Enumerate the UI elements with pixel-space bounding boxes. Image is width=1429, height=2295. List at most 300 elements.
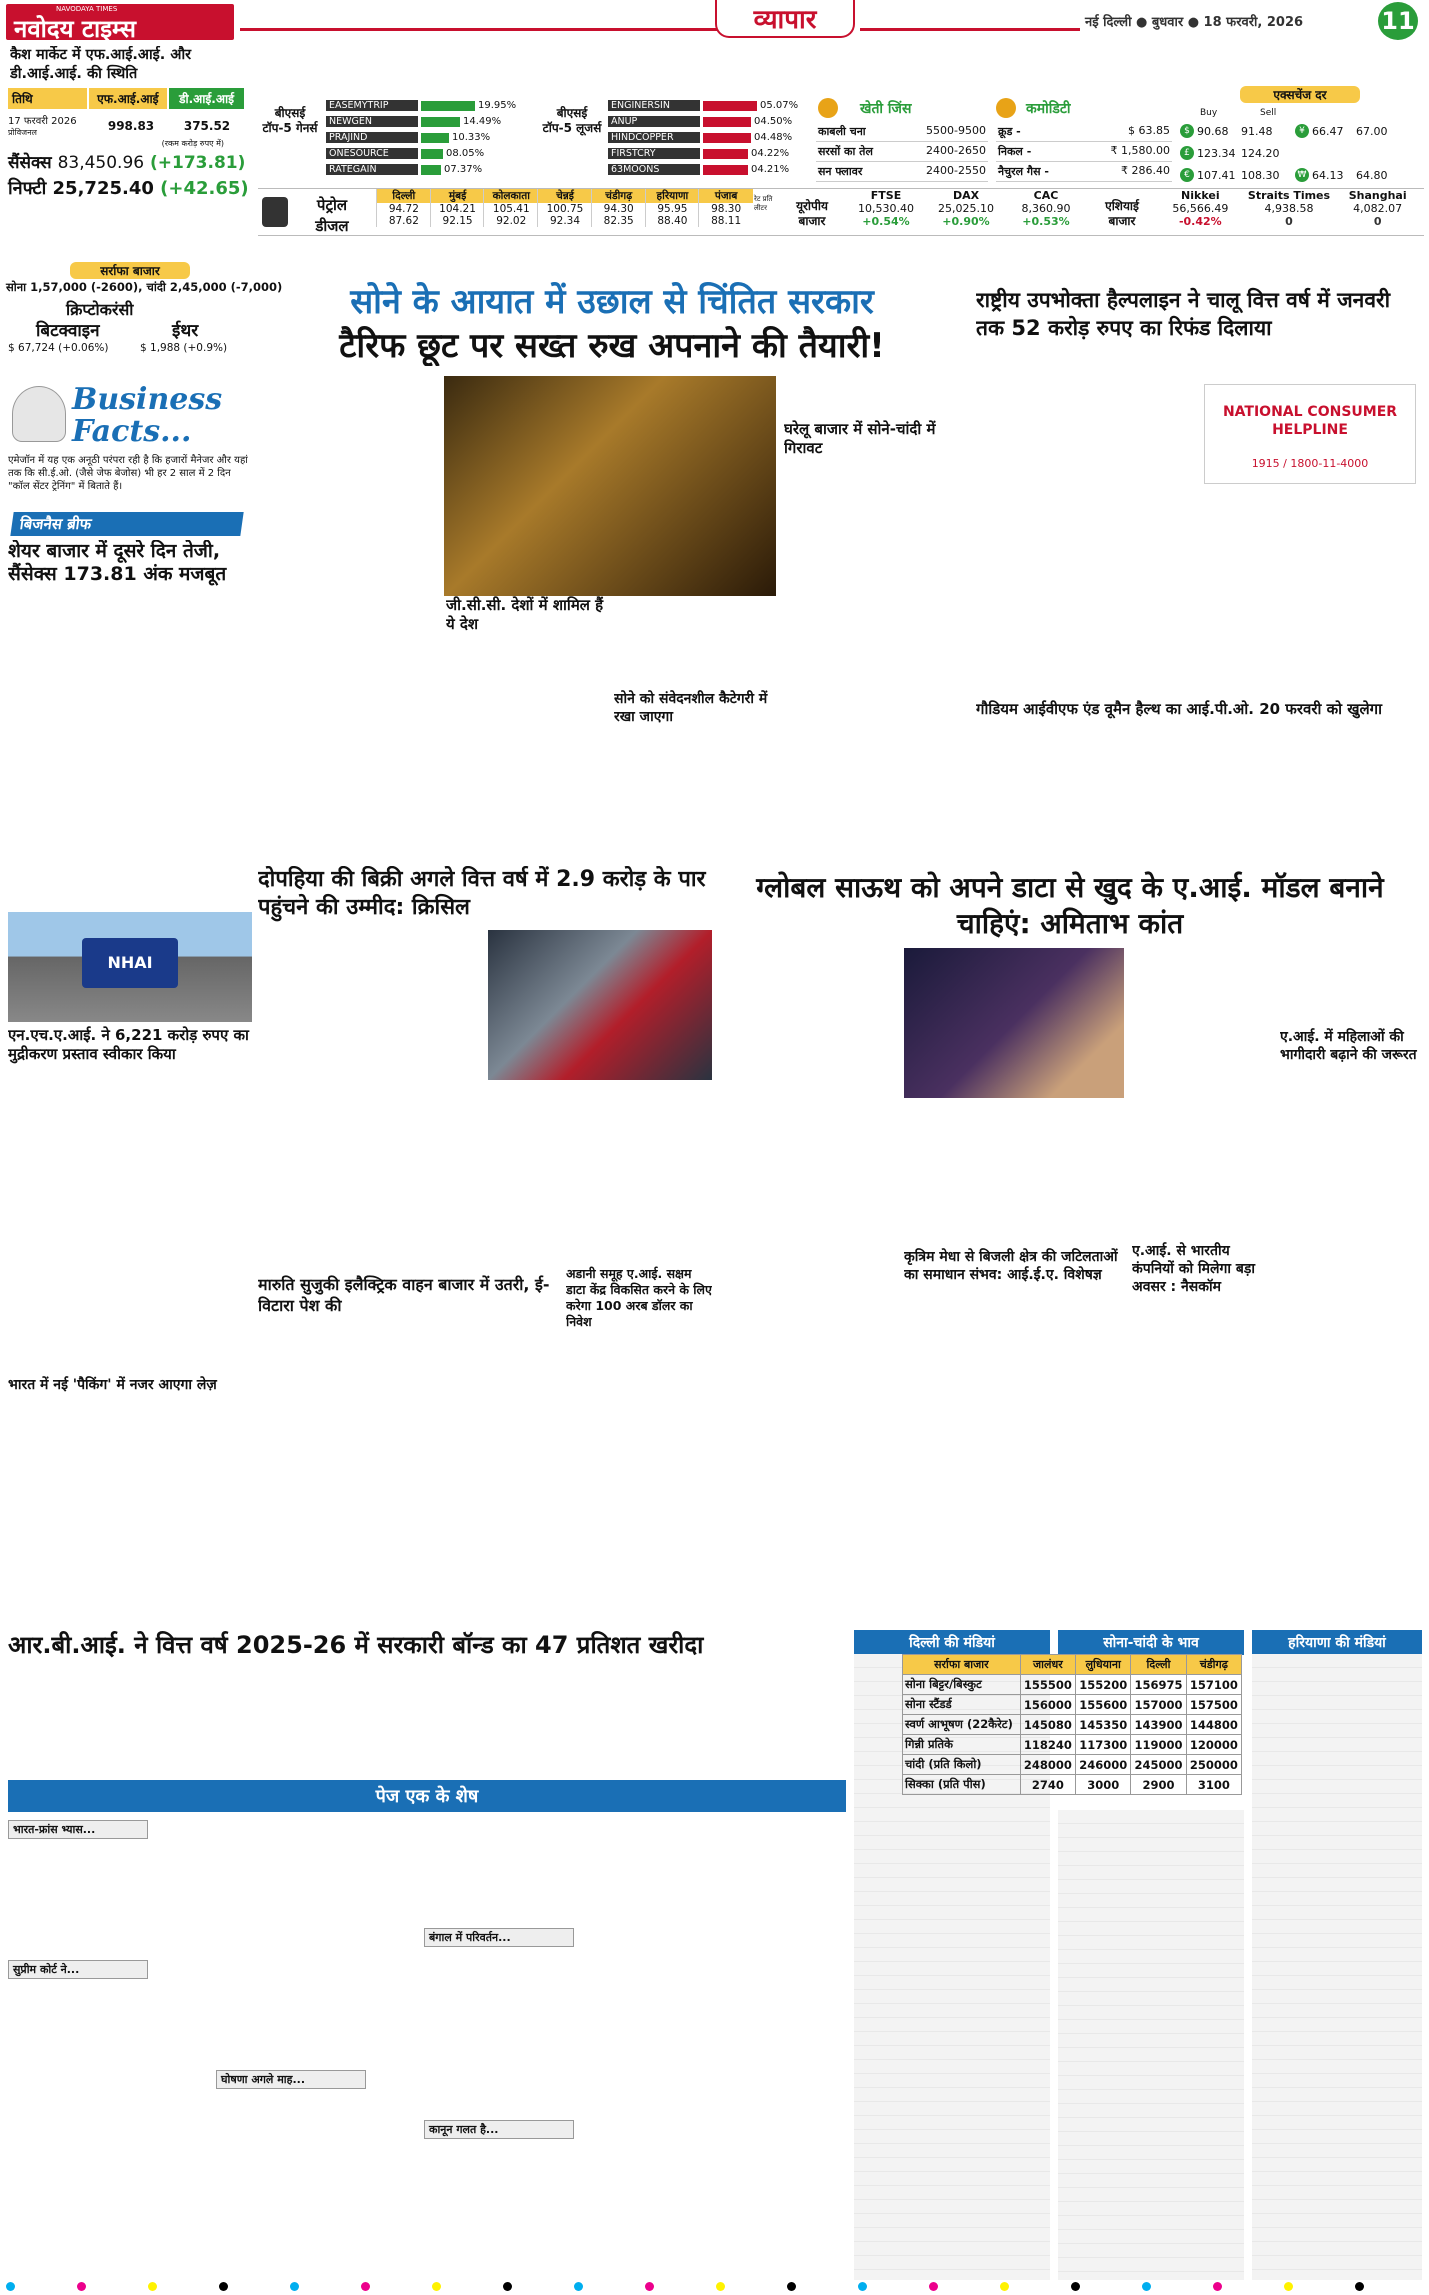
- lead-body-col1: [258, 376, 436, 854]
- forex-box: [1180, 86, 1424, 194]
- forex-sell: 64.80: [1356, 168, 1388, 182]
- dateline: नई दिल्ली ● बुधवार ● 18 फरवरी, 2026: [1085, 15, 1304, 30]
- market-story-body: [8, 590, 252, 900]
- nhai-badge: NHAI: [82, 938, 178, 988]
- bullion-price: 117300: [1076, 1735, 1131, 1755]
- forex-buy: 107.41: [1197, 168, 1236, 182]
- rbi-body: [8, 1664, 846, 1776]
- page-one-sub3: घोषणा अगले माह...: [216, 2070, 366, 2089]
- bullion-header-row: [903, 1655, 1242, 1675]
- losers-bar: [703, 101, 757, 111]
- bullion-price: 2740: [1020, 1775, 1075, 1795]
- bullion-price: 3100: [1186, 1775, 1241, 1795]
- fii-value: 998.83: [107, 118, 155, 133]
- petrol-label: पेट्रोल: [316, 196, 348, 214]
- index-change: +0.54%: [862, 215, 910, 228]
- index-col: [1245, 189, 1334, 228]
- bullion-price: 157500: [1186, 1695, 1241, 1715]
- registration-dot: [6, 2282, 15, 2291]
- gainers-bar: [421, 101, 475, 111]
- sarafa-text: सोना 1,57,000 (-2600), चांदी 2,45,000 (-7,000): [6, 280, 283, 294]
- kant-body-col1: [720, 946, 896, 1466]
- fuel-city: दिल्ली: [377, 189, 431, 203]
- gainers-row: [326, 114, 526, 129]
- index-value: 4,082.07: [1353, 202, 1403, 215]
- rbi-headline: आर.बी.आई. ने वित्त वर्ष 2025-26 में सरकारी बॉन्ड का 47 प्रतिशत खरीदा: [8, 1631, 704, 1659]
- fuel-col: [430, 189, 485, 227]
- gainers-pct: 14.49%: [463, 116, 502, 127]
- forex-buy: 90.68: [1197, 124, 1229, 138]
- bullion-row: [903, 1735, 1242, 1755]
- business-facts-title: Business Facts...: [72, 382, 223, 449]
- bullion-price: 156975: [1131, 1675, 1186, 1695]
- kheti-row: [816, 122, 988, 142]
- currency-icon: £: [1180, 146, 1194, 160]
- btc-name: बिटक्वाइन: [36, 321, 100, 341]
- kant-subhead-women: ए.आई. में महिलाओं की भागीदारी बढ़ाने की जरूरत: [1280, 1029, 1417, 1063]
- kheti-title: खेती जिंस: [860, 101, 912, 117]
- kheti-value: 5500-9500: [926, 124, 986, 137]
- page-one-rest-label: पेज एक के शेष: [8, 1780, 846, 1812]
- gainers-name: NEWGEN: [326, 116, 418, 127]
- losers-pct: 04.21%: [751, 164, 790, 175]
- forex-buy: 64.13: [1312, 168, 1344, 182]
- index-change: 0: [1285, 215, 1293, 228]
- header-date: तिथि: [8, 88, 87, 109]
- gainers-row: [326, 146, 526, 161]
- index-col: [846, 189, 926, 228]
- kant-body-col4: [1132, 948, 1272, 1238]
- index-change: +0.90%: [942, 215, 990, 228]
- gainers-name: ONESOURCE: [326, 148, 418, 159]
- mcx-row: [996, 162, 1172, 182]
- gainers-pct: 19.95%: [478, 100, 517, 111]
- losers-bar: [703, 149, 748, 159]
- currency-icon: ₩: [1295, 168, 1309, 182]
- fuel-city: पंजाब: [699, 189, 753, 203]
- index-name: DAX: [952, 189, 980, 202]
- registration-dot: [432, 2282, 441, 2291]
- bullion-price: 118240: [1020, 1735, 1075, 1755]
- nhai-logo: [8, 912, 252, 1022]
- nifty-label: निफ्टी: [8, 178, 47, 199]
- bullion-table-grid: [902, 1654, 1242, 1795]
- fuel-diesel: 92.15: [442, 215, 473, 227]
- bulb-head-icon: [12, 386, 66, 442]
- fuel-diesel: 92.34: [549, 215, 581, 227]
- gainers-bar: [421, 149, 443, 159]
- sensex-change: (+173.81): [150, 153, 246, 173]
- page-one-col4: [632, 1820, 846, 2280]
- losers-name: FIRSTCRY: [608, 148, 700, 159]
- top-gainers: [258, 98, 528, 178]
- index-col: [1006, 189, 1086, 228]
- losers-row: [608, 146, 808, 161]
- registration-dot: [148, 2282, 157, 2291]
- fuel-strip: [258, 188, 1424, 236]
- kant-subhead-electricity: कृत्रिम मेधा से बिजली क्षेत्र की जटिलताओं का समाधान संभव: आई.ई.ए. विशेषज्ञ: [904, 1249, 1118, 1283]
- bullion-price: 156000: [1020, 1695, 1075, 1715]
- bullion-price: 3000: [1076, 1775, 1131, 1795]
- registration-dot: [1000, 2282, 1009, 2291]
- currency-icon: ¥: [1295, 124, 1309, 138]
- gainers-pct: 07.37%: [444, 164, 483, 175]
- bullion-price: 246000: [1076, 1755, 1131, 1775]
- losers-bar: [703, 165, 748, 175]
- kheti-name: सरसों का तेल: [818, 145, 873, 158]
- mcx-row: [996, 142, 1172, 162]
- fuel-diesel: 92.02: [496, 215, 527, 227]
- fuel-city: चेन्नई: [538, 189, 592, 203]
- cash-date-note: प्रोविजनल: [8, 128, 37, 137]
- brand-sub: NAVODAYA TIMES: [56, 5, 118, 13]
- masthead: [0, 0, 1429, 44]
- fuel-city: हरियाणा: [646, 189, 700, 203]
- mcx-value: $ 63.85: [1128, 124, 1170, 137]
- index-value: 25,025.10: [938, 202, 994, 215]
- losers-bar: [703, 117, 751, 127]
- sarafa-box: [6, 262, 283, 378]
- consumer-helpline-logo: [1204, 384, 1416, 484]
- lead-kicker: सोने के आयात में उछाल से चिंतित सरकार: [350, 282, 874, 322]
- gainers-row: [326, 98, 526, 113]
- market-story-headline: शेयर बाजार में दूसरे दिन तेजी, सैंसेक्स 173.81 अंक मजबूत: [8, 540, 227, 585]
- registration-dot: [1213, 2282, 1222, 2291]
- forex-sell: 91.48: [1241, 124, 1273, 138]
- eth-name: ईथर: [172, 321, 199, 341]
- bullion-price: 145080: [1020, 1715, 1075, 1735]
- bullion-item: सोना बिट्टर/बिस्कुट: [903, 1675, 1021, 1695]
- index-value: 4,938.58: [1264, 202, 1314, 215]
- index-name: Nikkei: [1181, 189, 1220, 202]
- bullion-row: [903, 1755, 1242, 1775]
- registration-dot: [929, 2282, 938, 2291]
- index-col: [926, 189, 1006, 228]
- gainers-row: [326, 130, 526, 145]
- kheti-value: 2400-2550: [926, 164, 986, 177]
- bullion-price: 157100: [1186, 1675, 1241, 1695]
- gainers-list: [326, 98, 526, 178]
- mcx-value: ₹ 1,580.00: [1110, 144, 1170, 157]
- sensex-value: 83,450.96: [57, 153, 145, 173]
- kheti-name: काबली चना: [818, 125, 866, 138]
- losers-name: ENGINERSIN: [608, 100, 700, 111]
- gainers-pct: 10.33%: [452, 132, 491, 143]
- helpline-logo-text: NATIONAL CONSUMER HELPLINE: [1222, 404, 1398, 438]
- fuel-col: [698, 189, 753, 227]
- bullion-item: गिन्नी प्रतिके: [903, 1735, 1021, 1755]
- gainers-name: RATEGAIN: [326, 164, 418, 175]
- page-number-badge: 11: [1378, 2, 1418, 40]
- gcc-caption: जी.सी.सी. देशों में शामिल हैं ये देश: [446, 596, 604, 633]
- losers-title: बीएसई टॉप-5 लूजर्स: [542, 106, 602, 135]
- fuel-col: [645, 189, 700, 227]
- bullion-item: सोना स्टैंडर्ड: [903, 1695, 1021, 1715]
- forex-buy-label: Buy: [1200, 108, 1218, 118]
- brief-label: बिजनैस ब्रीफ: [10, 512, 243, 536]
- kant-body-col6: [1280, 948, 1420, 1028]
- index-change: +0.53%: [1022, 215, 1070, 228]
- fuel-col: [537, 189, 592, 227]
- registration-dot: [1284, 2282, 1293, 2291]
- kheti-name: सन फ्लावर: [818, 165, 863, 178]
- forex-sell: 124.20: [1241, 146, 1280, 160]
- forex-buy: 123.34: [1197, 146, 1236, 160]
- fuel-petrol: 98.30: [711, 203, 742, 215]
- bullion-price: 155500: [1020, 1675, 1075, 1695]
- fuel-petrol: 104.21: [439, 203, 476, 215]
- commodity-box: [816, 96, 1174, 186]
- kheti-row: [816, 142, 988, 162]
- losers-name: ANUP: [608, 116, 700, 127]
- fuel-petrol: 105.41: [492, 203, 530, 215]
- forex-row: [1180, 142, 1424, 164]
- kheti-row: [816, 162, 988, 182]
- scooter-photo: [488, 930, 712, 1080]
- top-losers: [540, 98, 810, 178]
- section-title: व्यापार: [715, 0, 855, 38]
- gainers-name: EASEMYTRIP: [326, 100, 418, 111]
- fuel-petrol: 94.30: [603, 203, 634, 215]
- bullion-row: [903, 1775, 1242, 1795]
- page-one-sub5: कानून गलत है...: [424, 2120, 574, 2139]
- fuel-petrol: 95.95: [657, 203, 688, 215]
- fuel-city: कोलकाता: [484, 189, 538, 203]
- gaudium-headline: गौडियम आईवीएफ एंड वूमैन हैल्थ का आई.पी.ओ. 20 फरवरी को खुलेगा: [976, 700, 1382, 718]
- bullion-price: 143900: [1131, 1715, 1186, 1735]
- kant-body-col2: [904, 1104, 1124, 1244]
- mcx-name: निकल -: [998, 145, 1032, 158]
- btc-value: $ 67,724 (+0.06%): [8, 342, 109, 354]
- gainers-bar: [421, 117, 460, 127]
- gainers-pct: 08.05%: [446, 148, 485, 159]
- two-wheeler-headline: दोपहिया की बिक्री अगले वित्त वर्ष में 2.9 करोड़ के पार पहुंचने की उम्मीद: क्रिसिल: [258, 867, 706, 920]
- fuel-grid: [376, 189, 752, 237]
- fuel-col: [591, 189, 646, 227]
- registration-dot: [361, 2282, 370, 2291]
- helpline-body-col2: [1204, 490, 1420, 696]
- forex-buy: 66.47: [1312, 124, 1344, 138]
- helpline-body: [976, 376, 1198, 696]
- forex-sell-label: Sell: [1260, 108, 1277, 118]
- bullion-price: 157000: [1131, 1695, 1186, 1715]
- mcx-name: क्रूड -: [998, 125, 1021, 138]
- losers-name: HINDCOPPER: [608, 132, 700, 143]
- bullion-price: 250000: [1186, 1755, 1241, 1775]
- mcx-name: नैचुरल गैस -: [998, 165, 1049, 178]
- brand-name: नवोदय टाइम्स: [14, 15, 137, 43]
- fuel-city: मुंबई: [431, 189, 485, 203]
- mcx-title: कमोडिटी: [1026, 101, 1071, 117]
- kant-body-col3: [904, 1306, 1124, 1626]
- bullion-col-header: दिल्ली: [1131, 1655, 1186, 1675]
- bullion-item: सिक्का (प्रति पीस): [903, 1775, 1021, 1795]
- forex-sell: 67.00: [1356, 124, 1388, 138]
- adani-body: [566, 1338, 712, 1622]
- losers-row: [608, 98, 808, 113]
- lead-body-col4: [784, 462, 966, 854]
- losers-bar: [703, 133, 751, 143]
- gainers-bar: [421, 133, 449, 143]
- losers-list: [608, 98, 808, 178]
- bullion-price: 119000: [1131, 1735, 1186, 1755]
- haryana-mandi-title: हरियाणा की मंडियां: [1252, 1630, 1422, 1655]
- fuel-pump-icon: [262, 197, 288, 227]
- losers-pct: 05.07%: [760, 100, 799, 111]
- forex-list: [1180, 120, 1424, 186]
- amitabh-kant-headline: ग्लोबल साऊथ को अपने डाटा से खुद के ए.आई. मॉडल बनाने चाहिएं: अमिताभ कांत: [756, 871, 1384, 940]
- fuel-petrol: 94.72: [388, 203, 419, 215]
- index-value: 8,360.90: [1021, 202, 1071, 215]
- delhi-mandi-title: दिल्ली की मंडियां: [854, 1630, 1050, 1655]
- bullion-col-header: चंडीगढ़: [1186, 1655, 1241, 1675]
- maruti-headline: मारुति सुजुकी इलैक्ट्रिक वाहन बाजार में उतरी, ई-विटारा पेश की: [258, 1275, 550, 1315]
- bullion-row: [903, 1675, 1242, 1695]
- mandi-rates-list: [1058, 1810, 1244, 2280]
- bullion-price: 120000: [1186, 1735, 1241, 1755]
- lead-side-headline: घरेलू बाजार में सोने-चांदी में गिरावट: [784, 420, 936, 457]
- jewellery-photo: [444, 376, 776, 596]
- crypto-title: क्रिप्टोकरंसी: [66, 300, 134, 319]
- forex-sell: 108.30: [1241, 168, 1280, 182]
- cash-market-box: [6, 46, 250, 256]
- mcx-row: [996, 122, 1172, 142]
- kant-body-col7: [1280, 1068, 1420, 1626]
- adani-headline: अडानी समूह ए.आई. सक्षम डाटा केंद्र विकसित करने के लिए करेगा 100 अरब डॉलर का निवेश: [566, 1266, 712, 1329]
- fuel-diesel: 87.62: [388, 215, 419, 227]
- eth-value: $ 1,988 (+0.9%): [140, 342, 228, 354]
- nifty-change: (+42.65): [160, 178, 249, 199]
- nhai-headline: एन.एच.ए.आई. ने 6,221 करोड़ रुपए का मुद्रीकरण प्रस्ताव स्वीकार किया: [8, 1026, 249, 1063]
- lead-body-col2: [444, 640, 604, 854]
- brand-logo: [6, 4, 234, 43]
- index-name: CAC: [1033, 189, 1059, 202]
- header-rule: [240, 28, 720, 31]
- cash-market-title: कैश मार्केट में एफ.आई.आई. और डी.आई.आई. की स्थिति: [10, 47, 192, 82]
- kheti-icon: [818, 98, 838, 118]
- losers-row: [608, 114, 808, 129]
- kheti-value: 2400-2650: [926, 144, 986, 157]
- index-change: -0.42%: [1178, 215, 1222, 228]
- kant-body-col5: [1132, 1318, 1272, 1626]
- page-one-col1: [8, 1840, 208, 2280]
- fuel-col: [376, 189, 431, 227]
- bullion-col-header: लुधियाना: [1076, 1655, 1131, 1675]
- sarafa-title: सर्राफा बाजार: [70, 262, 190, 279]
- nhai-body: [8, 1072, 252, 1368]
- registration-dot: [1355, 2282, 1364, 2291]
- index-value: 56,566.49: [1172, 202, 1229, 215]
- index-name: FTSE: [870, 189, 902, 202]
- page-one-col2: [216, 1820, 416, 2280]
- cash-date: 17 फरवरी 2026: [8, 116, 77, 127]
- fuel-diesel: 82.35: [603, 215, 634, 227]
- mcx-icon: [996, 98, 1016, 118]
- losers-name: 63MOONS: [608, 164, 700, 175]
- bullion-price: 155200: [1076, 1675, 1131, 1695]
- gainers-name: PRAJIND: [326, 132, 418, 143]
- registration-dot: [503, 2282, 512, 2291]
- bullion-price: 248000: [1020, 1755, 1075, 1775]
- helpline-phone: 1915 / 1800-11-4000: [1251, 457, 1369, 470]
- page-one-sub4: बंगाल में परिवर्तन...: [424, 1928, 574, 1947]
- currency-icon: $: [1180, 124, 1194, 138]
- registration-dot: [1071, 2282, 1080, 2291]
- mcx-list: [996, 122, 1172, 182]
- dii-value: 375.52: [183, 118, 231, 133]
- registration-dot: [645, 2282, 654, 2291]
- currency-icon: €: [1180, 168, 1194, 182]
- lead-headline: टैरिफ छूट पर सख्त रुख अपनाने की तैयारी!: [339, 326, 885, 366]
- nifty-value: 25,725.40: [52, 178, 154, 199]
- bullion-col-header: जालंधर: [1020, 1655, 1075, 1675]
- packaging-headline: भारत में नई 'पैकिंग' में नजर आएगा लेज़: [8, 1377, 217, 1393]
- two-wheeler-body-col1: [258, 930, 480, 1260]
- registration-dot: [219, 2282, 228, 2291]
- losers-pct: 04.22%: [751, 148, 790, 159]
- forex-title: एक्सचेंज दर: [1240, 86, 1360, 103]
- bullion-price: 145350: [1076, 1715, 1131, 1735]
- nifty-line: [8, 176, 248, 200]
- index-change: 0: [1373, 215, 1382, 228]
- business-facts-box: [6, 378, 250, 506]
- losers-row: [608, 130, 808, 145]
- maruti-body: [258, 1320, 558, 1622]
- sensitive-category-headline: सोने को संवेदनशील कैटेगरी में रखा जाएगा: [614, 691, 768, 725]
- page-one-col3: [424, 1820, 624, 2280]
- registration-dot: [574, 2282, 583, 2291]
- fuel-note: रेट प्रति लीटर: [754, 195, 773, 212]
- sensex-label: सैंसेक्स: [8, 153, 52, 173]
- index-value: 10,530.40: [858, 202, 914, 215]
- registration-dot: [716, 2282, 725, 2291]
- helpline-headline: राष्ट्रीय उपभोक्ता हैल्पलाइन ने चालू वित्त वर्ष में जनवरी तक 52 करोड़ रुपए का रिफंड दिलाया: [976, 288, 1391, 340]
- index-name: Shanghai: [1348, 189, 1407, 202]
- gainers-title: बीएसई टॉप-5 गेनर्स: [262, 106, 318, 135]
- registration-dot: [77, 2282, 86, 2291]
- business-facts-text: एमेजॉन में यह एक अनूठी परंपरा रही है कि हजारों मैनेजर और यहां तक कि सी.ई.ओ. (जैसे जेफ बेजोस) भी हर 2 साल में 2 दिन "कॉल सेंटर ट्रेनिंग" में बिताते हैं।: [8, 455, 248, 492]
- fuel-col: [483, 189, 538, 227]
- asia-label: एशियाई बाजार: [1105, 199, 1139, 228]
- bullion-title: सोना-चांदी के भाव: [1058, 1630, 1244, 1655]
- fuel-diesel: 88.40: [657, 215, 688, 227]
- mcx-value: ₹ 286.40: [1121, 164, 1170, 177]
- fuel-diesel: 88.11: [711, 215, 742, 227]
- europe-label: यूरोपीय बाजार: [796, 199, 828, 228]
- losers-row: [608, 162, 808, 177]
- forex-row: [1180, 120, 1424, 142]
- lead-body-col3: [612, 600, 776, 854]
- cash-market-table: [8, 88, 244, 149]
- bullion-item: स्वर्ण आभूषण (22कैरेट): [903, 1715, 1021, 1735]
- print-registration-marks: [0, 2282, 1429, 2292]
- forex-row: [1180, 164, 1424, 186]
- diesel-label: डीजल: [315, 217, 349, 235]
- losers-pct: 04.50%: [754, 116, 793, 127]
- bullion-price: 2900: [1131, 1775, 1186, 1795]
- bullion-col-header: सर्राफा बाजार: [903, 1655, 1021, 1675]
- fuel-city: चंडीगढ़: [592, 189, 646, 203]
- gainers-row: [326, 162, 526, 177]
- bullion-row: [903, 1715, 1242, 1735]
- kant-subhead-nasscom: ए.आई. से भारतीय कंपनियों को मिलेगा बड़ा अवसर : नैसकॉम: [1132, 1243, 1255, 1295]
- kant-photo: [904, 948, 1124, 1098]
- losers-pct: 04.48%: [754, 132, 793, 143]
- registration-dot: [1142, 2282, 1151, 2291]
- registration-dot: [290, 2282, 299, 2291]
- index-col: [1156, 189, 1245, 228]
- index-col: [1333, 189, 1422, 228]
